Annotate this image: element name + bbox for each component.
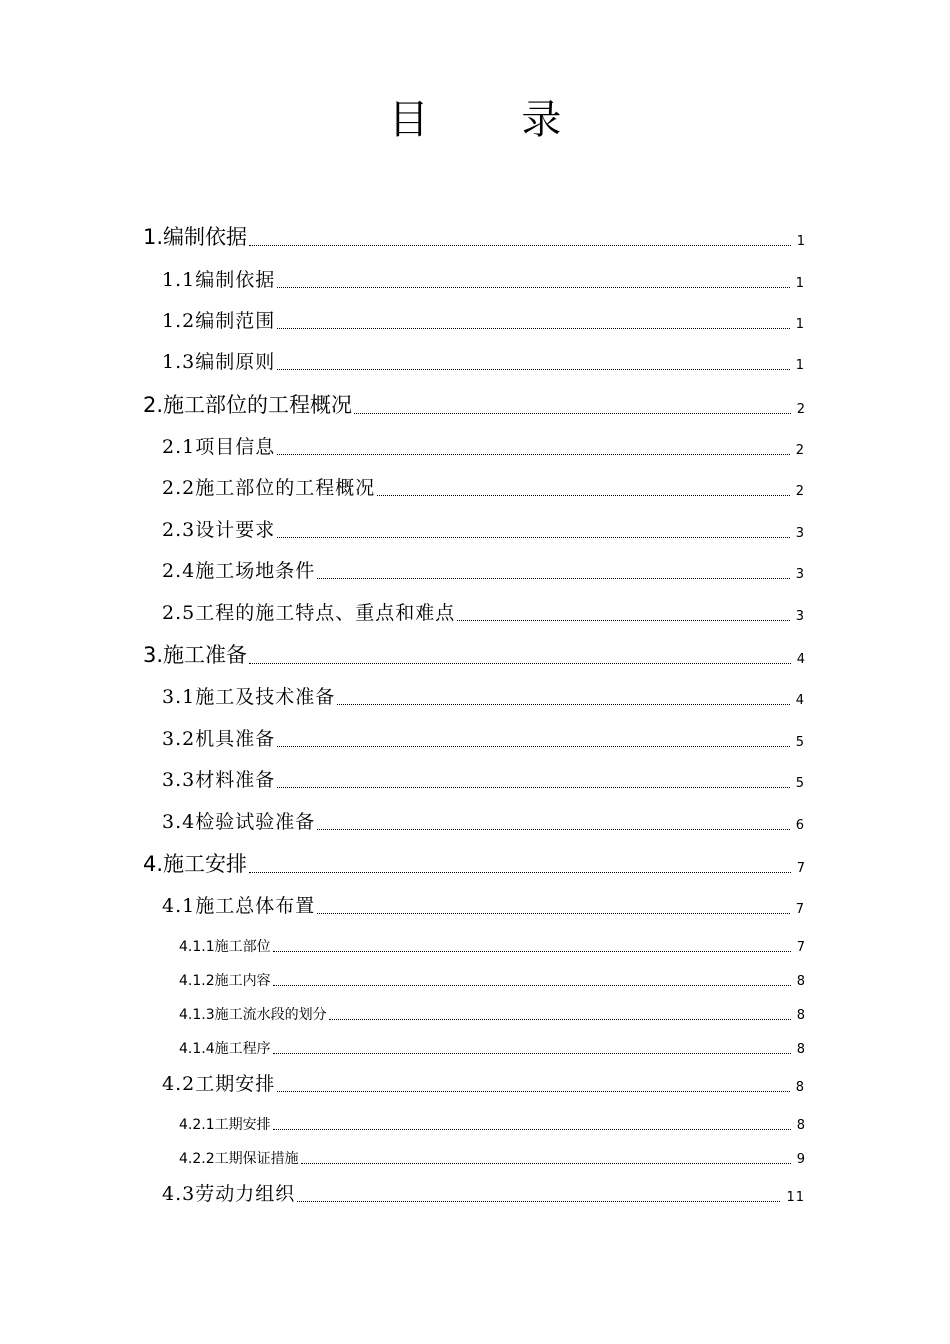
dot-leader [273, 984, 791, 986]
toc-entry-page: 2 [795, 484, 805, 499]
toc-entry-4-1-1[interactable] [179, 938, 805, 956]
toc-entry-label: 4.3劳动力组织 [162, 1183, 296, 1205]
toc-entry-page: 4 [796, 652, 805, 667]
dot-leader [277, 286, 790, 288]
toc-entry-label: 4.1.3施工流水段的划分 [179, 1007, 327, 1023]
toc-entry-page: 8 [796, 1042, 805, 1057]
toc-entry-label: 3.1施工及技术准备 [162, 686, 336, 708]
dot-leader [317, 828, 790, 830]
toc-entry-label: 2.3设计要求 [162, 519, 276, 541]
toc-entry-1-3[interactable] [162, 350, 805, 374]
toc-entry-3-4[interactable] [162, 810, 805, 834]
toc-entry-page: 11 [786, 1190, 805, 1205]
dot-leader [249, 871, 791, 873]
toc-entry-page: 1 [795, 276, 805, 291]
toc-entry-3-2[interactable] [162, 727, 805, 751]
toc-entry-page: 7 [795, 902, 805, 917]
toc-entry-label: 3.施工准备 [143, 643, 248, 667]
dot-leader [277, 786, 790, 788]
toc-entry-3-3[interactable] [162, 768, 805, 792]
toc-entry-2-1[interactable] [162, 435, 805, 459]
toc-entry-label: 2.施工部位的工程概况 [143, 393, 353, 417]
toc-entry-2-4[interactable] [162, 559, 805, 583]
dot-leader [337, 703, 790, 705]
toc-entry-page: 2 [795, 443, 805, 458]
dot-leader [273, 950, 791, 952]
dot-leader [277, 327, 790, 329]
toc-entry-label: 3.2机具准备 [162, 728, 276, 750]
dot-leader [277, 745, 790, 747]
dot-leader [277, 1090, 790, 1092]
toc-entry-page: 3 [795, 567, 805, 582]
toc-entry-page: 8 [796, 1118, 805, 1133]
dot-leader [317, 577, 790, 579]
toc-entry-4-1-3[interactable] [179, 1006, 805, 1024]
toc-entry-page: 5 [795, 776, 805, 791]
dot-leader [354, 412, 791, 414]
toc-entry-label: 4.1.2施工内容 [179, 973, 271, 989]
toc-entry-page: 1 [795, 317, 805, 332]
dot-leader [277, 536, 790, 538]
dot-leader [277, 453, 790, 455]
toc-entry-label: 1.编制依据 [143, 225, 248, 249]
toc-entry-label: 2.1项目信息 [162, 436, 276, 458]
toc-entry-page: 8 [795, 1080, 805, 1095]
toc-entry-4-1-4[interactable] [179, 1040, 805, 1058]
toc-entry-page: 5 [795, 735, 805, 750]
toc-entry-4-1[interactable] [162, 894, 805, 918]
dot-leader [297, 1200, 780, 1202]
toc-entry-label: 2.2施工部位的工程概况 [162, 477, 376, 499]
toc-entry-page: 4 [795, 693, 805, 708]
toc-entry-page: 6 [795, 818, 805, 833]
toc-entry-page: 2 [796, 402, 805, 417]
toc-entry-3[interactable] [143, 642, 805, 668]
toc-entry-label: 3.4检验试验准备 [162, 811, 316, 833]
toc-entry-label: 4.施工安排 [143, 852, 248, 876]
toc-entry-4-2-2[interactable] [179, 1150, 805, 1168]
toc-entry-4-3[interactable] [162, 1182, 805, 1206]
toc-entry-4-1-2[interactable] [179, 972, 805, 990]
toc-entry-label: 4.2.2工期保证措施 [179, 1151, 299, 1167]
dot-leader [273, 1052, 791, 1054]
toc-entry-1[interactable] [143, 224, 805, 250]
toc-entry-label: 1.2编制范围 [162, 310, 276, 332]
toc-entry-label: 4.1.1施工部位 [179, 939, 271, 955]
toc-entry-2-5[interactable] [162, 601, 805, 625]
toc-entry-label: 1.3编制原则 [162, 351, 276, 373]
toc-entry-label: 4.2工期安排 [162, 1073, 276, 1095]
dot-leader [317, 912, 790, 914]
toc-entry-page: 7 [796, 861, 805, 876]
toc-entry-label: 4.1.4施工程序 [179, 1041, 271, 1057]
toc-entry-3-1[interactable] [162, 685, 805, 709]
toc-entry-2-2[interactable] [162, 476, 805, 500]
toc-entry-page: 9 [796, 1152, 805, 1167]
toc-entry-4[interactable] [143, 851, 805, 877]
toc-entry-2[interactable] [143, 392, 805, 418]
dot-leader [329, 1018, 791, 1020]
toc-entry-page: 1 [795, 358, 805, 373]
dot-leader [249, 662, 791, 664]
toc-entry-label: 2.5工程的施工特点、重点和难点 [162, 602, 456, 624]
toc-entry-page: 1 [796, 234, 805, 249]
dot-leader [457, 619, 790, 621]
dot-leader [273, 1128, 791, 1130]
toc-entry-page: 8 [796, 1008, 805, 1023]
toc-entry-label: 3.3材料准备 [162, 769, 276, 791]
toc-entry-2-3[interactable] [162, 518, 805, 542]
toc-entry-1-1[interactable] [162, 268, 805, 292]
toc-entry-page: 3 [795, 526, 805, 541]
page-title: 目 录 [388, 97, 602, 143]
toc-entry-page: 7 [796, 940, 805, 955]
dot-leader [277, 368, 790, 370]
toc-entry-label: 4.1施工总体布置 [162, 895, 316, 917]
dot-leader [249, 244, 791, 246]
toc-entry-page: 8 [796, 974, 805, 989]
toc-entry-4-2[interactable] [162, 1072, 805, 1096]
toc-entry-page: 3 [795, 609, 805, 624]
dot-leader [377, 494, 790, 496]
toc-entry-1-2[interactable] [162, 309, 805, 333]
toc-entry-label: 4.2.1工期安排 [179, 1117, 271, 1133]
toc-entry-4-2-1[interactable] [179, 1116, 805, 1134]
toc-entry-label: 1.1编制依据 [162, 269, 276, 291]
dot-leader [301, 1162, 791, 1164]
toc-entry-label: 2.4施工场地条件 [162, 560, 316, 582]
